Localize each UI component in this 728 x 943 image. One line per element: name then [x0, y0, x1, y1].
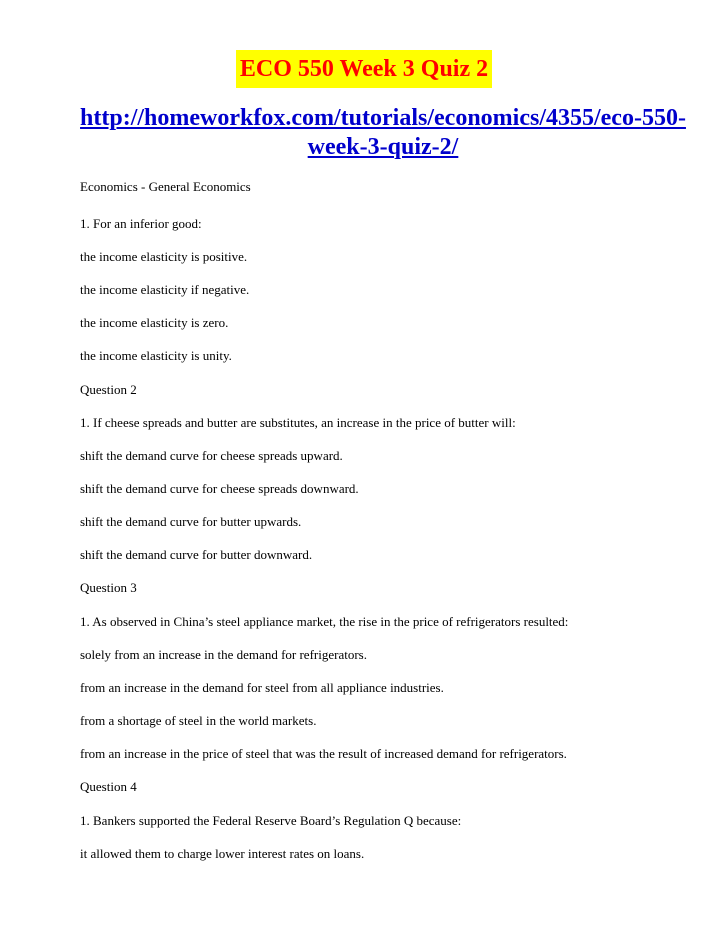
category-line: Economics - General Economics — [80, 179, 251, 194]
question-3-prompt: 1. As observed in China’s steel appliance market, the rise in the price of refrigerators resulted: — [80, 614, 569, 629]
question-heading: Question 4 — [80, 779, 137, 794]
question-4-option: it allowed them to charge lower interest rates on loans. — [80, 846, 365, 861]
question-2-option: shift the demand curve for butter downward. — [80, 547, 313, 562]
question-1-option: the income elasticity is unity. — [80, 348, 232, 363]
question-2-option: shift the demand curve for cheese spreads upward. — [80, 448, 343, 463]
question-3-option: solely from an increase in the demand for refrigerators. — [80, 647, 367, 662]
question-2-option: shift the demand curve for cheese spreads downward. — [80, 481, 359, 496]
question-1-prompt: 1. For an inferior good: — [80, 216, 202, 231]
question-3-option: from a shortage of steel in the world markets. — [80, 713, 317, 728]
question-heading: Question 2 — [80, 382, 137, 397]
tutorial-link[interactable]: http://homeworkfox.com/tutorials/economics/4355/eco-550-week-3-quiz-2/ — [80, 105, 686, 160]
title-container — [0, 50, 728, 91]
question-1-option: the income elasticity if negative. — [80, 282, 250, 297]
question-2-option: shift the demand curve for butter upwards. — [80, 514, 302, 529]
question-3-option: from an increase in the price of steel that was the result of increased demand for refrigerators. — [80, 746, 567, 761]
document-title: ECO 550 Week 3 Quiz 2 — [236, 50, 492, 88]
question-4-prompt: 1. Bankers supported the Federal Reserve Board’s Regulation Q because: — [80, 813, 462, 828]
question-1-option: the income elasticity is zero. — [80, 315, 229, 330]
question-heading: Question 3 — [80, 580, 137, 595]
question-2-prompt: 1. If cheese spreads and butter are substitutes, an increase in the price of butter will: — [80, 415, 516, 430]
question-3-option: from an increase in the demand for steel from all appliance industries. — [80, 680, 444, 695]
question-1-option: the income elasticity is positive. — [80, 249, 248, 264]
